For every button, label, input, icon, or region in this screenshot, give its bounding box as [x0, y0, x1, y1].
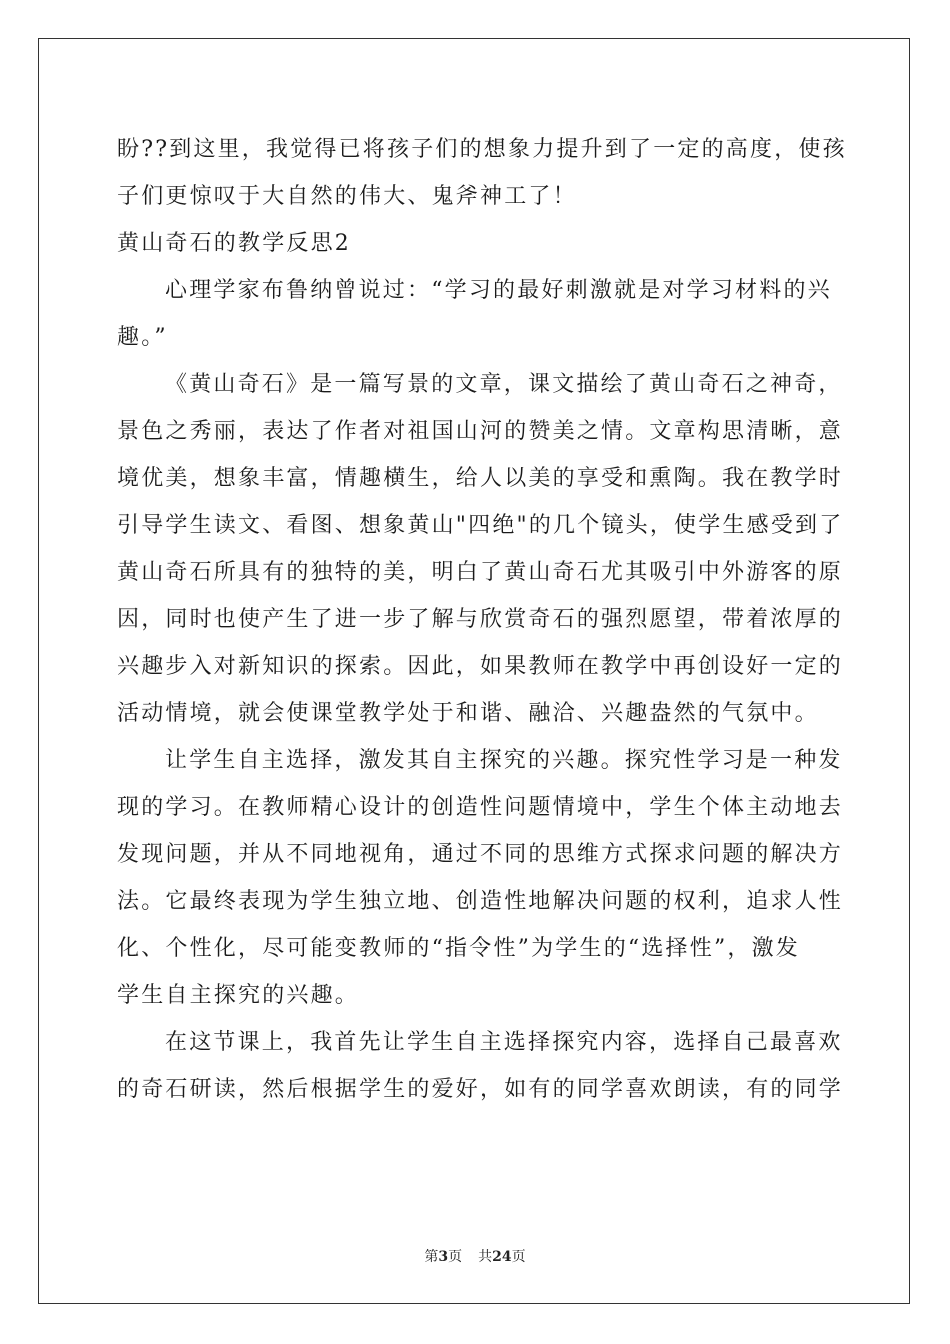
total-prefix: 共: [478, 1249, 493, 1265]
continuation-text: [117, 126, 847, 220]
text-line: 景色之秀丽，表达了作者对祖国山河的赞美之情。文章构思清晰，意: [117, 419, 844, 444]
paragraph: [117, 1019, 844, 1113]
text-line: 兴趣步入对新知识的探索。因此，如果教师在教学中再创设好一定的: [117, 654, 844, 679]
text-line: 境优美，想象丰富，情趣横生，给人以美的享受和熏陶。我在教学时: [117, 466, 844, 491]
text-line: 现的学习。在教师精心设计的创造性问题情境中，学生个体主动地去: [117, 795, 844, 820]
text-line: 在这节课上，我首先让学生自主选择探究内容，选择自己最喜欢: [165, 1030, 843, 1055]
page-number: 3: [438, 1249, 449, 1265]
text-line: 子们更惊叹于大自然的伟大、鬼斧神工了！: [117, 184, 577, 209]
page-prefix: 第: [424, 1249, 439, 1265]
text-line: 发现问题，并从不同地视角，通过不同的思维方式探求问题的解决方: [117, 842, 844, 867]
total-pages: 24: [492, 1249, 512, 1265]
total-suffix: 页: [511, 1249, 526, 1265]
text-line: 让学生自主选择，激发其自主探究的兴趣。探究性学习是一种发: [165, 748, 843, 773]
section-heading-block: [117, 220, 833, 267]
page-footer: [0, 1246, 950, 1266]
text-line: 化、个性化，尽可能变教师的“指令性”为学生的“选择性”，激发: [117, 936, 800, 961]
text-line: 盼??到这里，我觉得已将孩子们的想象力提升到了一定的高度，使孩: [117, 137, 847, 162]
text-line: 法。它最终表现为学生独立地、创造性地解决问题的权利，追求人性: [117, 889, 844, 914]
paragraph: [117, 737, 844, 1019]
page-suffix: 页: [448, 1249, 463, 1265]
text-line: 黄山奇石所具有的独特的美，明白了黄山奇石尤其吸引中外游客的原: [117, 560, 844, 585]
paragraph: [117, 361, 844, 737]
text-line: 学生自主探究的兴趣。: [117, 983, 360, 1008]
text-line: 因，同时也使产生了进一步了解与欣赏奇石的强烈愿望，带着浓厚的: [117, 607, 844, 632]
text-line: 《黄山奇石》是一篇写景的文章，课文描绘了黄山奇石之神奇，: [165, 372, 843, 397]
section-heading: 黄山奇石的教学反思2: [117, 231, 351, 256]
paragraph: [117, 267, 833, 361]
text-line: 的奇石研读，然后根据学生的爱好，如有的同学喜欢朗读，有的同学: [117, 1077, 844, 1102]
text-line: 活动情境，就会使课堂教学处于和谐、融洽、兴趣盎然的气氛中。: [117, 701, 819, 726]
text-line: 引导学生读文、看图、想象黄山"四绝"的几个镜头，使学生感受到了: [117, 513, 844, 538]
text-line: 心理学家布鲁纳曾说过：“学习的最好刺激就是对学习材料的兴: [165, 278, 832, 303]
text-line: 趣。”: [117, 325, 168, 350]
document-body: [117, 126, 847, 1113]
